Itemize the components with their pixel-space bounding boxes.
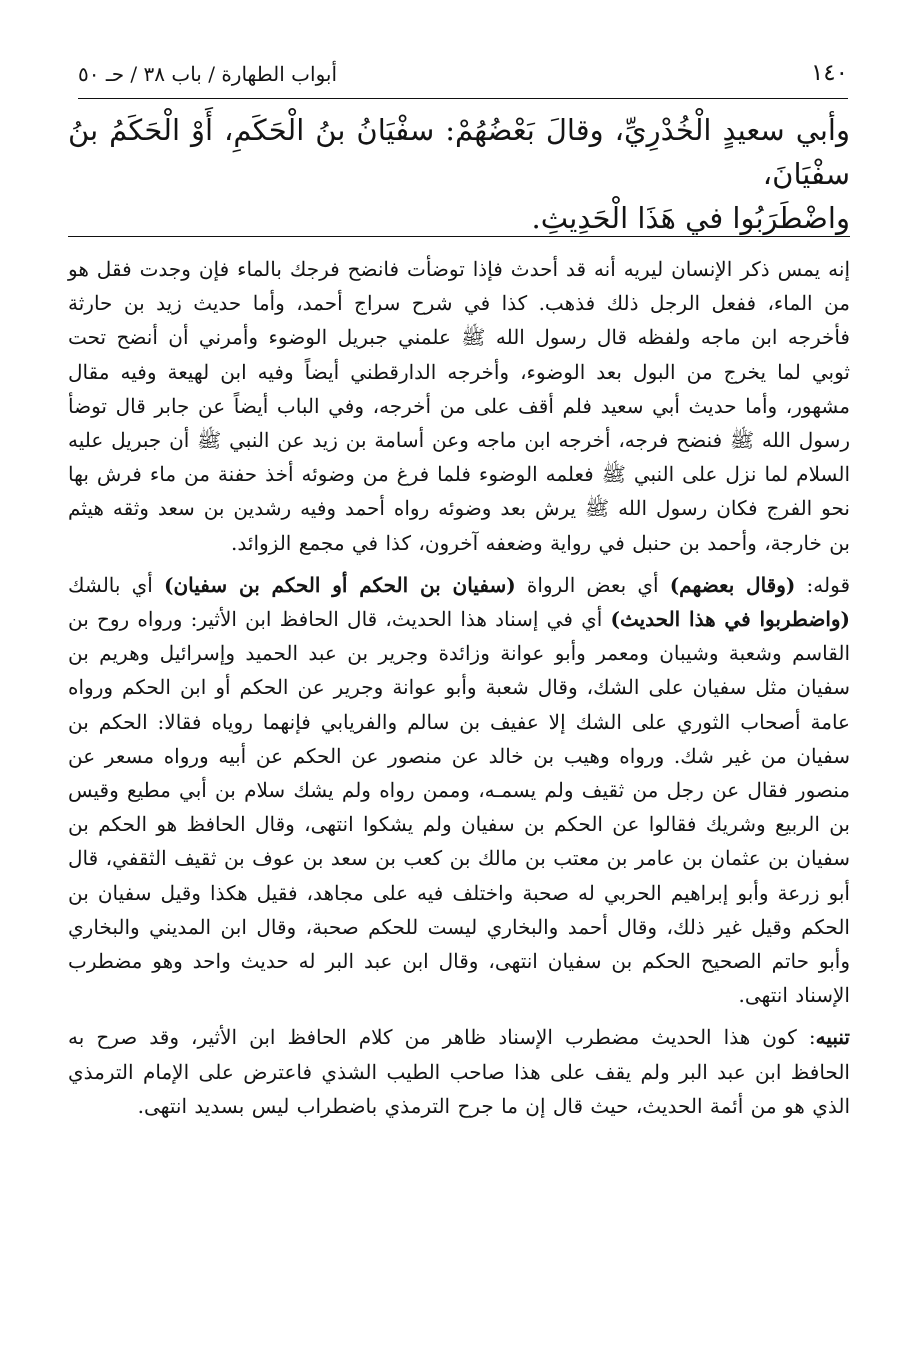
commentary-text: أي بالشك bbox=[68, 572, 165, 597]
commentary-text: أي في إسناد هذا الحديث، قال الحافظ ابن الأثير: ورواه روح بن القاسم وشعبة وشيبان ومعمر وأبو عوانة وزائدة وجرير بن عبد الحميد وإسرائيل وهريم بن سفيان مثل سفيان على الشك، وقال شعبة وأبو عوانة وجرير عن الحكم أو ابن الحكم ورواه عامة أصحاب الثوري على الشك إلا عفيف بن سالم والفريابي فإنهما روياه فقالا: الحكم بن سفيان من غير شك. ورواه وهيب بن خالد عن منصور عن الحكم عن أبيه ورواه مسعر عن منصور فقال عن رجل من ثقيف ولم يسمـه، وممن رواه ولم يشك سلام بن أبي مطيع وقيس بن الربيع وشريك فقالوا عن الحكم بن سفيان ولم يشكوا انتهى، وقال الحافظ هو الحكم بن سفيان بن عثمان بن عامر بن معتب بن مالك بن كعب بن سعد بن عوف بن ثقيف الثقفي، قال أبو زرعة وأبو إبراهيم الحربي له صحبة واختلف فيه على مجاهد، فقيل هكذا وقيل سفيان بن الحكم وقيل غير ذلك، وقال أحمد والبخاري ليست للحكم صحبة، وقال ابن المديني والبخاري وأبو حاتم الصحيح الحكم بن سفيان انتهى، وقال ابن عبد البر له حديث واحد وهو مضطرب الإسناد انتهى. bbox=[68, 607, 850, 1008]
qawluhu-label: قوله: bbox=[795, 572, 851, 597]
page-header bbox=[78, 54, 848, 99]
page-number: ١٤٠ bbox=[810, 60, 848, 86]
commentary-paragraph-3 bbox=[68, 1020, 850, 1123]
quoted-phrase-3: (واضطربوا في هذا الحديث) bbox=[610, 607, 851, 632]
main-text-line-2: واضْطَرَبُوا في هَذَا الْحَدِيثِ. bbox=[531, 201, 850, 235]
note-label: تنبيه bbox=[815, 1025, 850, 1050]
note-text: : كون هذا الحديث مضطرب الإسناد ظاهر من كلام الحافظ ابن الأثير، وقد صرح به الحافظ ابن عبد البر ولم يقف على هذا صاحب الطيب الشذي فاعترض على الإمام الترمذي الذي هو من أئمة الحديث، حيث قال إن ما جرح الترمذي باضطراب ليس بسديد انتهى. bbox=[68, 1025, 850, 1118]
hadith-main-text bbox=[68, 108, 850, 240]
commentary-paragraph-1: إنه يمس ذكر الإنسان ليريه أنه قد أحدث فإذا توضأت فانضح فرجك بالماء فإن وجدت فقل هو من الماء، ففعل الرجل ذلك فذهب. كذا في شرح سراج أحمد، وأما حديث زيد بن حارثة فأخرجه ابن ماجه ولفظه قال رسول الله ﷺ علمني جبريل الوضوء وأمرني أن أنضح تحت ثوبي لما يخرج من البول بعد الوضوء، وأخرجه الدارقطني أيضاً وفيه ابن لهيعة وفيه مقال مشهور، وأما حديث أبي سعيد فلم أقف على من أخرجه، وفي الباب أيضاً عن جابر قال توضأ رسول الله ﷺ فنضح فرجه، أخرجه ابن ماجه وعن أسامة بن زيد عن النبي ﷺ أن جبريل عليه السلام لما نزل على النبي ﷺ فعلمه الوضوء فلما فرغ من وضوئه أخذ حفنة من ماء فرش بها نحو الفرج فكان رسول الله ﷺ يرش بعد وضوئه رواه أحمد وفيه رشدين بن سعد وثقه هيثم بن خارجة، وأحمد بن حنبل في رواية وضعفه آخرون، كذا في مجمع الزوائد. bbox=[68, 257, 850, 555]
commentary bbox=[68, 252, 850, 1129]
quoted-phrase-2: (سفيان بن الحكم أو الحكم بن سفيان) bbox=[164, 572, 516, 597]
main-text-line-1: وأبي سعيدٍ الْخُدْرِيِّ، وقالَ بَعْضُهُمْ: سفْيَانُ بنُ الْحَكَمِ، أَوْ الْحَكَمُ بنُ سفْيَانَ، bbox=[68, 113, 850, 191]
section-divider bbox=[68, 236, 850, 237]
running-title: أبواب الطهارة / باب ٣٨ / حـ ٥٠ bbox=[78, 62, 338, 86]
quoted-phrase-1: (وقال بعضهم) bbox=[669, 572, 796, 597]
commentary-text: أي بعض الرواة bbox=[515, 572, 670, 597]
commentary-paragraph-2 bbox=[68, 568, 850, 1013]
